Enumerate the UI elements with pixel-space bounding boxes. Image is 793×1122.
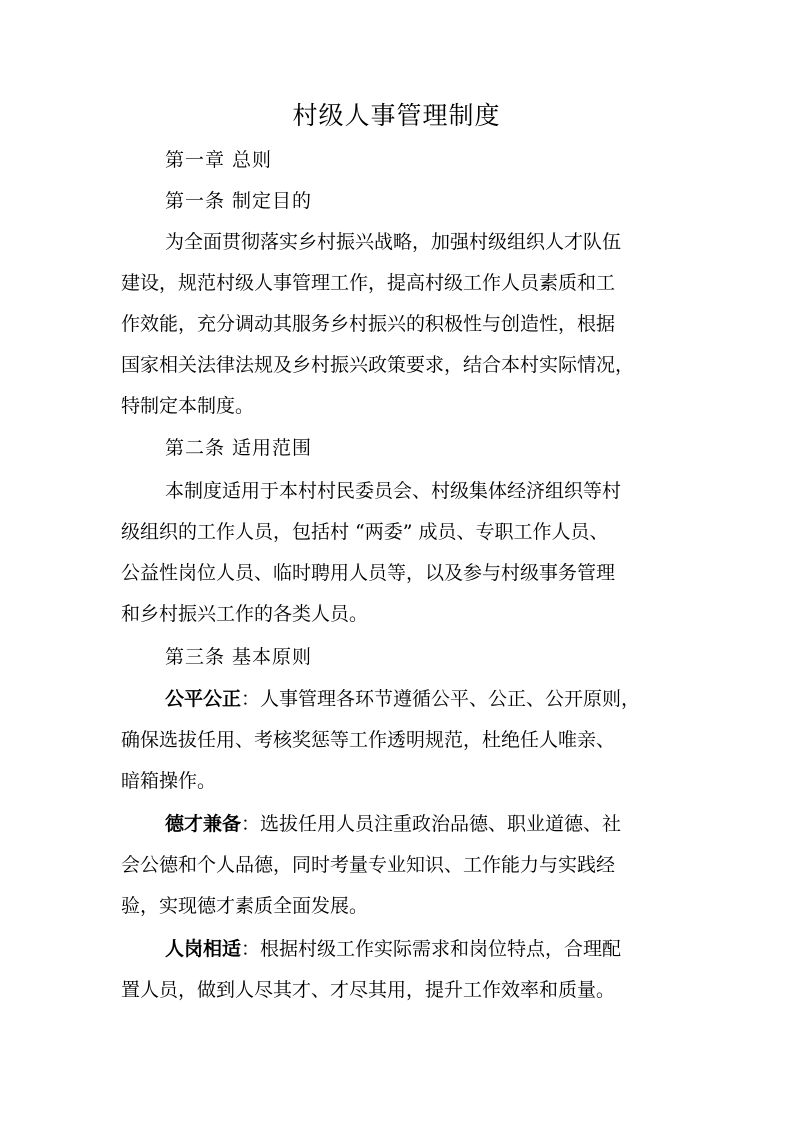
principle-1-line-3: 暗箱操作。 bbox=[121, 770, 217, 792]
article-2-line-3: 公益性岗位人员、临时聘用人员等，以及参与村级事务管理 bbox=[121, 562, 616, 584]
article-2-line-1: 本制度适用于本村村民委员会、村级集体经济组织等村 bbox=[165, 480, 622, 502]
article-3-heading: 第三条 基本原则 bbox=[165, 646, 313, 668]
principle-2-line-2: 会公德和个人品德，同时考量专业知识、工作能力与实践经 bbox=[121, 854, 616, 876]
article-1-line-4: 国家相关法律法规及乡村振兴政策要求，结合本村实际情况， bbox=[121, 354, 635, 376]
article-1-line-2: 建设，规范村级人事管理工作，提高村级工作人员素质和工 bbox=[121, 272, 616, 294]
article-2-line-2: 级组织的工作人员，包括村 “两委” 成员、专职工作人员、 bbox=[121, 521, 609, 543]
principle-2-line-3: 验，实现德才素质全面发展。 bbox=[121, 895, 369, 917]
principle-3-label: 人岗相适 bbox=[165, 938, 242, 960]
principle-1-text: ：人事管理各环节遵循公平、公正、公开原则， bbox=[241, 688, 641, 710]
principle-2-first-line bbox=[165, 809, 621, 839]
article-1-line-5: 特制定本制度。 bbox=[121, 395, 255, 417]
chapter-1-heading: 第一章 总则 bbox=[165, 149, 273, 171]
principle-3-text: ：根据村级工作实际需求和岗位特点，合理配 bbox=[241, 938, 622, 960]
article-1-line-3: 作效能，充分调动其服务乡村振兴的积极性与创造性，根据 bbox=[121, 313, 616, 335]
principle-2-text: ：选拔任用人员注重政治品德、职业道德、社 bbox=[241, 813, 622, 835]
principle-1-first-line bbox=[165, 684, 640, 714]
principle-3-first-line bbox=[165, 934, 621, 964]
article-2-line-4: 和乡村振兴工作的各类人员。 bbox=[121, 603, 369, 625]
document-title: 村级人事管理制度 bbox=[292, 101, 501, 130]
article-1-line-1: 为全面贯彻落实乡村振兴战略，加强村级组织人才队伍 bbox=[165, 231, 622, 253]
principle-3-line-2: 置人员，做到人尽其才、才尽其用，提升工作效率和质量。 bbox=[121, 979, 616, 1001]
principle-1-label: 公平公正 bbox=[165, 688, 242, 710]
principle-1-line-2: 确保选拔任用、考核奖惩等工作透明规范，杜绝任人唯亲、 bbox=[121, 729, 616, 751]
article-1-heading: 第一条 制定目的 bbox=[165, 190, 313, 212]
principle-2-label: 德才兼备 bbox=[165, 813, 242, 835]
article-2-heading: 第二条 适用范围 bbox=[165, 437, 313, 459]
